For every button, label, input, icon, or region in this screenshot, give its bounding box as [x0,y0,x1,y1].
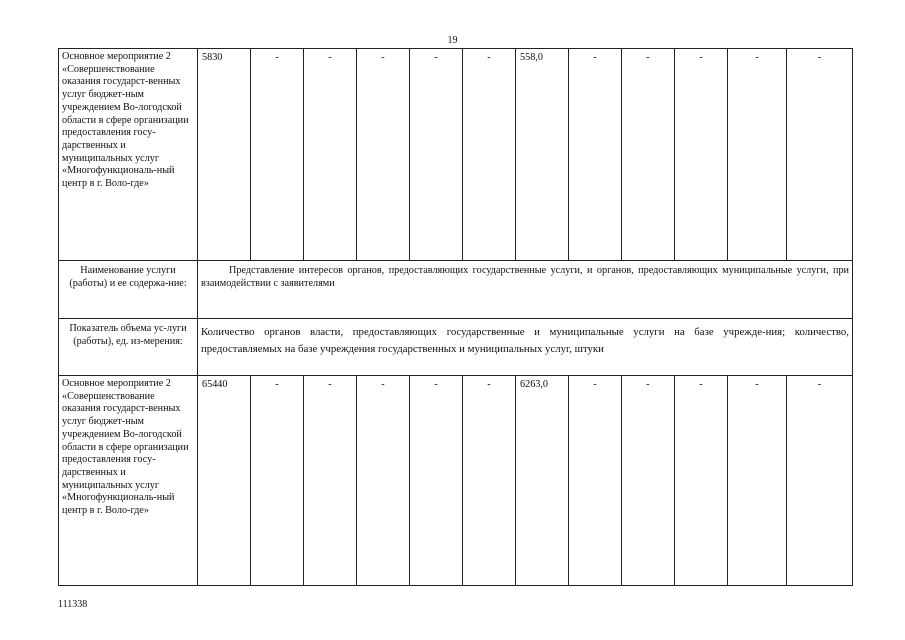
value-cell: - [304,376,357,586]
value-cell: - [357,376,410,586]
value-cell: - [304,49,357,261]
table-row [59,49,853,261]
value-cell: - [569,376,622,586]
activity-name-cell: Основное мероприятие 2 «Совершенствование оказания государст-венных услуг бюджет-ным учреждением Во-логодской области в сфере организации предоставления госу-дарственных и муниципальных услуг «Многофункциональ-ный центр в г. Воло-где» [59,49,198,261]
value-cell: - [569,49,622,261]
value-cell: 65440 [198,376,251,586]
page-number: 19 [447,35,458,46]
value-cell: - [463,376,516,586]
value-cell: - [410,49,463,261]
volume-indicator-label: Показатель объема ус-луги (работы), ед. из-мерения: [59,319,198,376]
value-cell: - [787,376,853,586]
value-cell: - [622,49,675,261]
value-cell: - [675,49,728,261]
value-cell: - [357,49,410,261]
service-name-label: Наименование услуги (работы) и ее содержа-ние: [59,261,198,319]
value-cell: - [622,376,675,586]
value-cell: 558,0 [516,49,569,261]
value-cell: - [463,49,516,261]
value-cell: - [787,49,853,261]
document-code: 111338 [58,599,88,610]
value-cell: - [251,49,304,261]
table-row [59,261,853,319]
table-row [59,319,853,376]
value-cell: - [675,376,728,586]
value-cell: - [410,376,463,586]
service-name-text: Представление интересов органов, предоставляющих государственные услуги, и органов, предоставляющих муниципальные услуги, при взаимодействии с заявителями [198,261,853,319]
value-cell: - [728,49,787,261]
value-cell: 5830 [198,49,251,261]
volume-indicator-text: Количество органов власти, предоставляющих государственные и муниципальные услуги на базе учрежде-ния; количество, предоставляемых на базе учреждения государственных и муниципальных услуг, штуки [198,319,853,376]
activity-name-cell: Основное мероприятие 2 «Совершенствование оказания государст-венных услуг бюджет-ным учреждением Во-логодской области в сфере организации предоставления госу-дарственных и муниципальных услуг «Многофункциональ-ный центр в г. Воло-где» [59,376,198,586]
value-cell: - [251,376,304,586]
value-cell: - [728,376,787,586]
table-row [59,376,853,586]
program-table [58,48,853,586]
value-cell: 6263,0 [516,376,569,586]
